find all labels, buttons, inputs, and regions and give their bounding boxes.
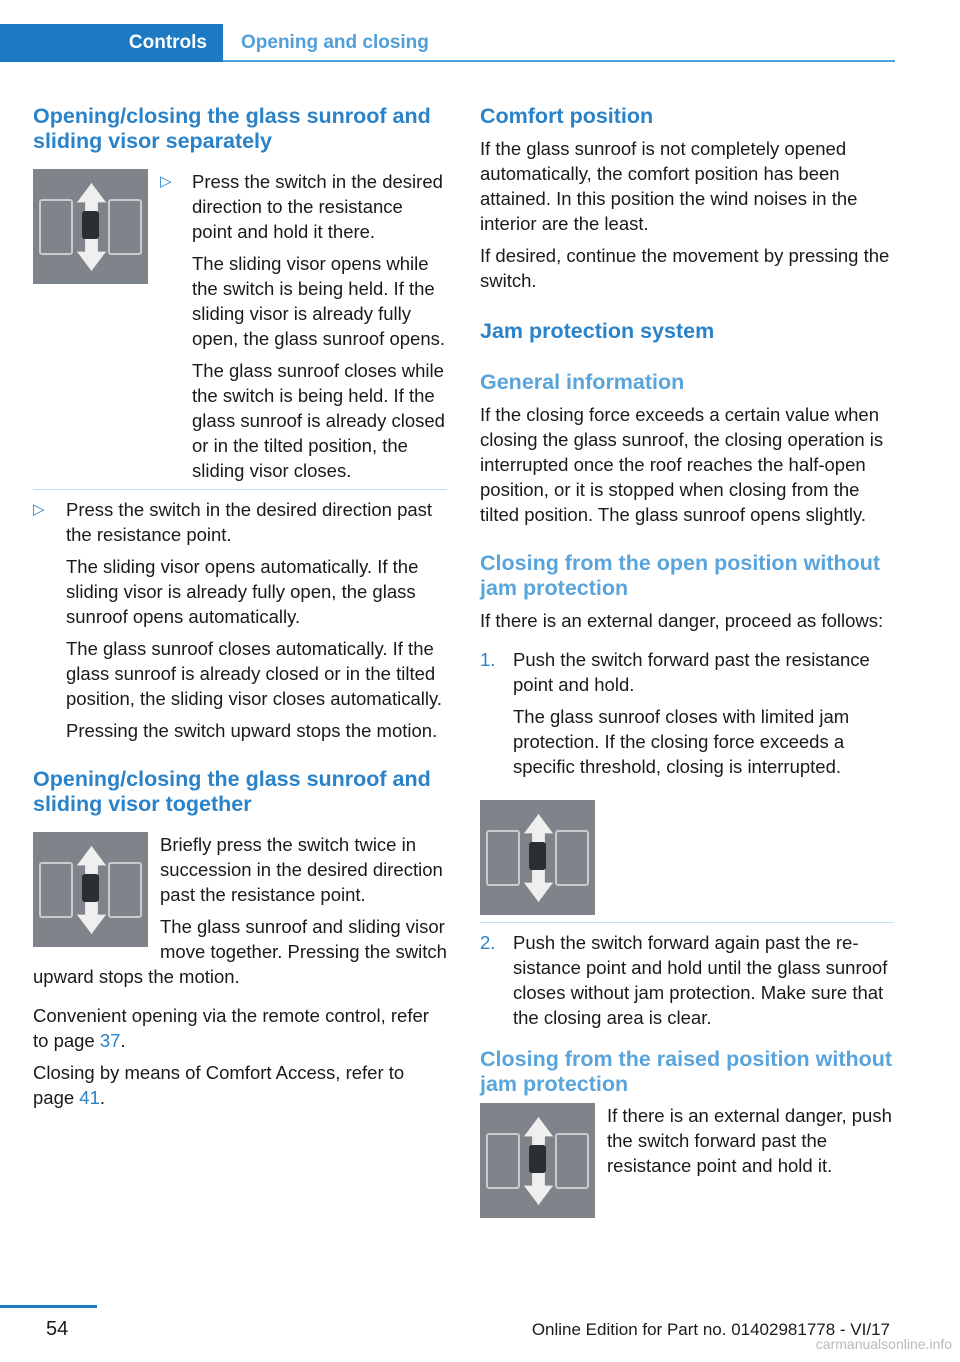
left-column: [33, 104, 447, 1117]
comfort-continue-text: If desired, continue the movement by pressing the switch.: [480, 245, 890, 291]
heading-open-position: Closing from the open position without jam protection: [480, 551, 881, 600]
step-1: [480, 647, 894, 779]
remote-control-ref: Convenient opening via the remote control, refer to page 37.: [33, 1005, 429, 1051]
raised-position-text: If there is an external danger, push the switch forward past the resistance point and hold it.: [607, 1105, 892, 1176]
right-column: [480, 104, 894, 1222]
comfort-text: If the glass sunroof is not completely opened automatically, the comfort position has been attained. In this position the wind noises in the interior are the least.: [480, 138, 858, 234]
sunroof-switch-image: [33, 169, 148, 284]
step-1-detail: The glass sunroof closes with limited jam protection. If the closing force exceeds a specific threshold, closing is interrupted.: [513, 706, 850, 777]
comfort-access-ref-text: Closing by means of Comfort Access, refer to page: [33, 1062, 405, 1108]
heading-general-information: General information: [480, 370, 685, 394]
edition-text: Online Edition for Part no. 01402981778 - VI/17: [531, 1320, 890, 1339]
bullet-1-text: Press the switch in the desired direction to the resistance point and hold it there.: [192, 171, 443, 242]
sunroof-switch-image: [480, 800, 595, 915]
watermark: carmanualsonline.info: [815, 1336, 952, 1352]
divider: [480, 922, 894, 923]
bullet-1-sunroof-text: The glass sunroof closes while the switch is being held. If the glass sunroof is already closed or in the tilted position, the sliding visor closes.: [192, 360, 445, 481]
section-tab-opening-closing[interactable]: Opening and closing: [241, 32, 429, 53]
comfort-access-ref: Closing by means of Comfort Access, refer to page 41.: [33, 1062, 405, 1108]
triangle-bullet-icon: ▷: [160, 173, 172, 190]
general-text: If the closing force exceeds a certain value when closing the glass sunroof, the closing operation is interrupted once the roof reaches the half-open position, or it is stopped when closing from the tilted position. The glass sunroof opens slightly.: [480, 404, 884, 525]
together-stop-text: The glass sunroof and sliding visor move together. Pressing the switch upward stops the motion.: [33, 916, 447, 987]
step-1-marker: 1.: [480, 649, 496, 670]
page-link-37[interactable]: 37: [99, 1030, 121, 1051]
bullet-1-visor-text: The sliding visor opens while the switch is being held. If the sliding visor is already fully open, the glass sunroof opens.: [192, 253, 446, 349]
bullet-2: [33, 497, 447, 743]
bullet-1: [160, 169, 447, 483]
heading-comfort-position: Comfort position: [480, 104, 654, 128]
heading-separately: Opening/closing the glass sunroof and sliding visor separately: [33, 104, 431, 153]
page-number: 54: [46, 1318, 69, 1340]
header-rule: [223, 60, 895, 62]
triangle-bullet-icon: ▷: [33, 501, 45, 518]
bullet-2-text: Press the switch in the desired direction past the resistance point.: [66, 499, 433, 545]
together-text: Briefly press the switch twice in succession in the desired direction past the resistance point.: [160, 834, 443, 905]
step-2-text: Push the switch forward again past the resistance point and hold until the glass sunroof closes without jam protection. Make sure that the closing area is clear.: [513, 932, 888, 1028]
step-2-marker: 2.: [480, 932, 496, 953]
bullet-item-resistance: [33, 169, 447, 483]
step-1-text: Push the switch forward past the resistance point and hold.: [513, 649, 870, 695]
bullet-2-sunroof-text: The glass sunroof closes automatically. If the glass sunroof is already closed or in the tilted position, the sliding visor closes automatically.: [66, 638, 442, 709]
page-link-41[interactable]: 41: [79, 1087, 100, 1108]
heading-raised-position: Closing from the raised position without jam protection: [480, 1047, 893, 1096]
remote-control-ref-text: Convenient opening via the remote control, refer to page: [33, 1005, 429, 1051]
heading-jam-protection: Jam protection system: [480, 319, 715, 343]
sunroof-switch-image: [480, 1103, 595, 1218]
footer-rule: [0, 1305, 97, 1308]
open-position-text: If there is an external danger, proceed as follows:: [480, 610, 884, 631]
chapter-tab-controls[interactable]: Controls: [0, 24, 223, 62]
step-2: [480, 930, 894, 1030]
sunroof-switch-image: [33, 832, 148, 947]
heading-together: Opening/closing the glass sunroof and sliding visor together: [33, 767, 431, 816]
bullet-2-visor-text: The sliding visor opens automatically. If the sliding visor is already fully open, the glass sunroof opens automatically.: [66, 556, 419, 627]
bullet-2-stop-text: Pressing the switch upward stops the motion.: [66, 720, 438, 741]
divider: [33, 489, 447, 490]
